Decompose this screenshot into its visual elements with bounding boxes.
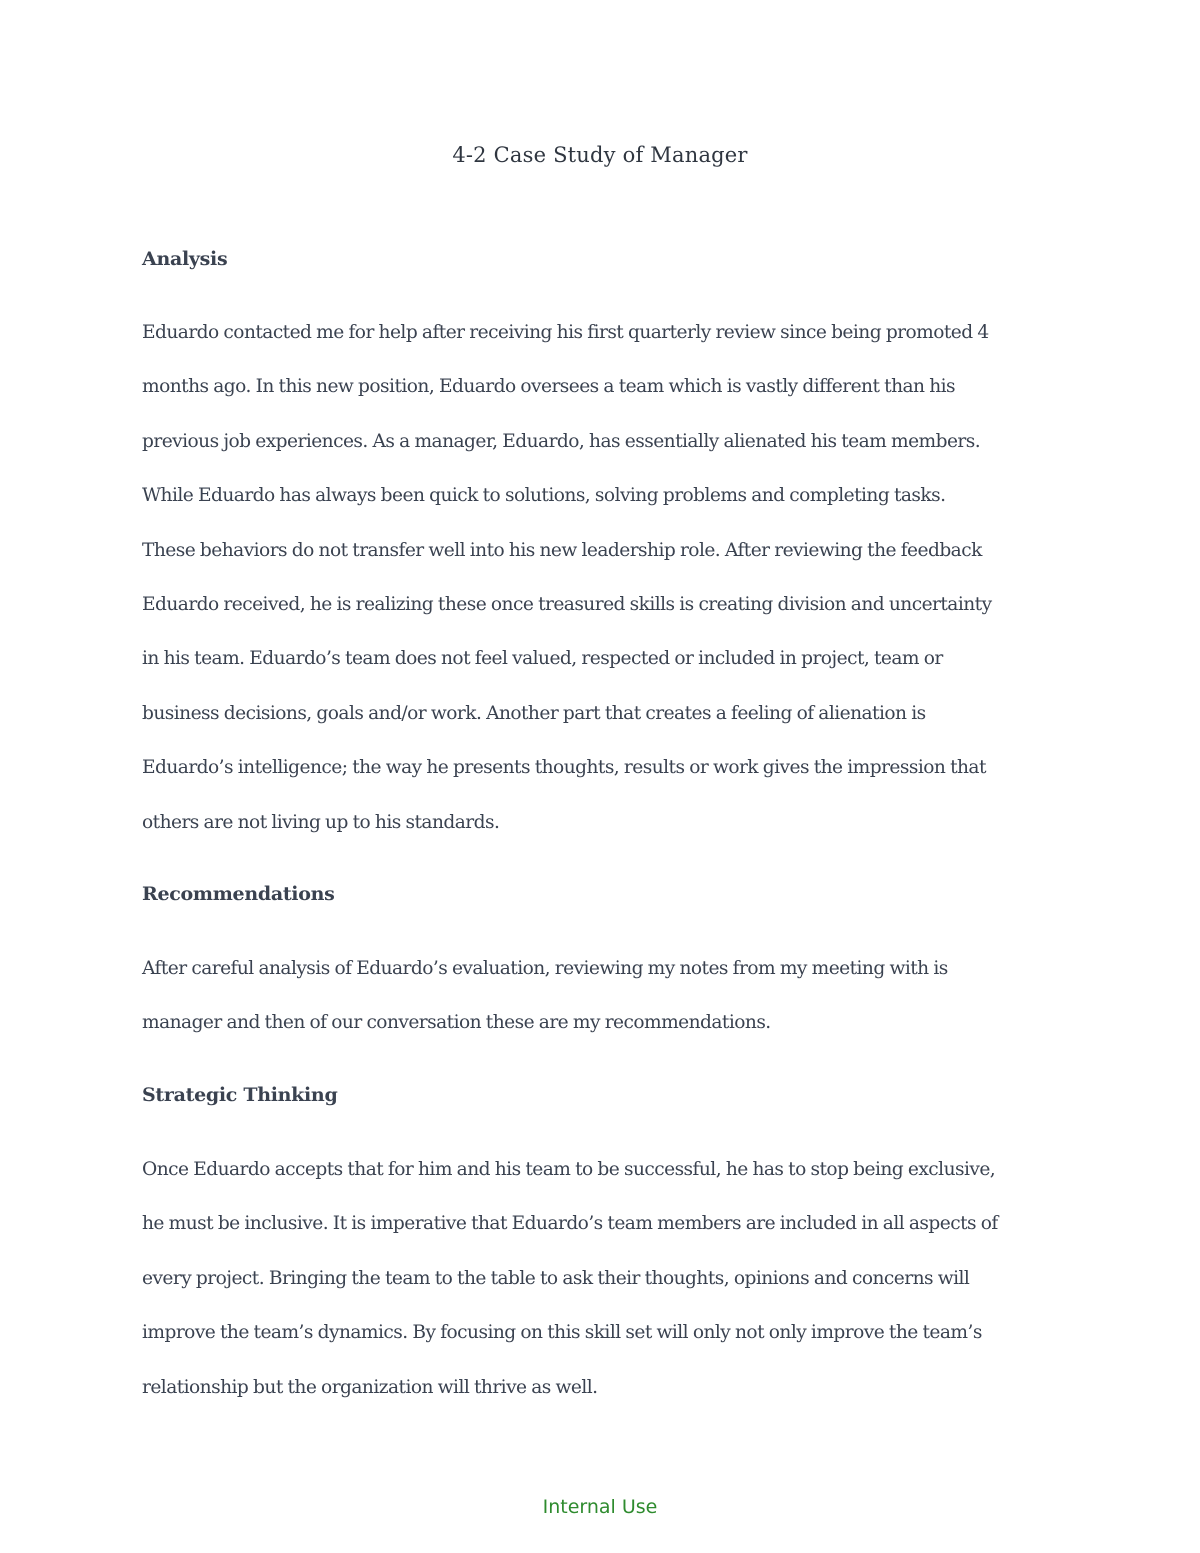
paragraph-line: Eduardo contacted me for help after receiving his first quarterly review since being promoted 4 xyxy=(142,322,989,343)
section-heading-strategic-thinking: Strategic Thinking xyxy=(142,1084,338,1106)
recommendations-paragraph xyxy=(142,942,1072,1051)
section-heading-analysis: Analysis xyxy=(142,248,228,270)
analysis-paragraph xyxy=(142,306,1072,850)
paragraph-line: every project. Bringing the team to the table to ask their thoughts, opinions and concerns will xyxy=(142,1267,970,1289)
paragraph-line: improve the team’s dynamics. By focusing on this skill set will only not only improve the team’s xyxy=(142,1322,982,1344)
paragraph-line: While Eduardo has always been quick to solutions, solving problems and completing tasks. xyxy=(142,485,946,507)
paragraph-line: Eduardo received, he is realizing these once treasured skills is creating division and uncertainty xyxy=(142,593,992,615)
paragraph-line: relationship but the organization will thrive as well. xyxy=(142,1376,598,1398)
paragraph-line: months ago. In this new position, Eduardo oversees a team which is vastly different than his xyxy=(142,376,956,398)
paragraph-line: he must be inclusive. It is imperative that Eduardo’s team members are included in all aspects of xyxy=(142,1213,998,1235)
paragraph-line: in his team. Eduardo’s team does not feel valued, respected or included in project, team or xyxy=(142,648,943,670)
paragraph-line: After careful analysis of Eduardo’s evaluation, reviewing my notes from my meeting with is xyxy=(142,958,948,979)
strategic-thinking-paragraph xyxy=(142,1143,1072,1415)
paragraph-line: Once Eduardo accepts that for him and his team to be successful, he has to stop being exclusive, xyxy=(142,1159,996,1180)
document-title: 4-2 Case Study of Manager xyxy=(452,143,748,167)
paragraph-line: business decisions, goals and/or work. Another part that creates a feeling of alienation is xyxy=(142,702,926,724)
paragraph-line: These behaviors do not transfer well into his new leadership role. After reviewing the feedback xyxy=(142,539,982,561)
paragraph-line: previous job experiences. As a manager, Eduardo, has essentially alienated his team members. xyxy=(142,430,981,452)
paragraph-line: others are not living up to his standards. xyxy=(142,811,500,833)
paragraph-line: manager and then of our conversation these are my recommendations. xyxy=(142,1012,771,1034)
paragraph-line: Eduardo’s intelligence; the way he presents thoughts, results or work gives the impression that xyxy=(142,757,986,779)
section-heading-recommendations: Recommendations xyxy=(142,883,335,905)
footer-classification-label: Internal Use xyxy=(542,1496,658,1518)
